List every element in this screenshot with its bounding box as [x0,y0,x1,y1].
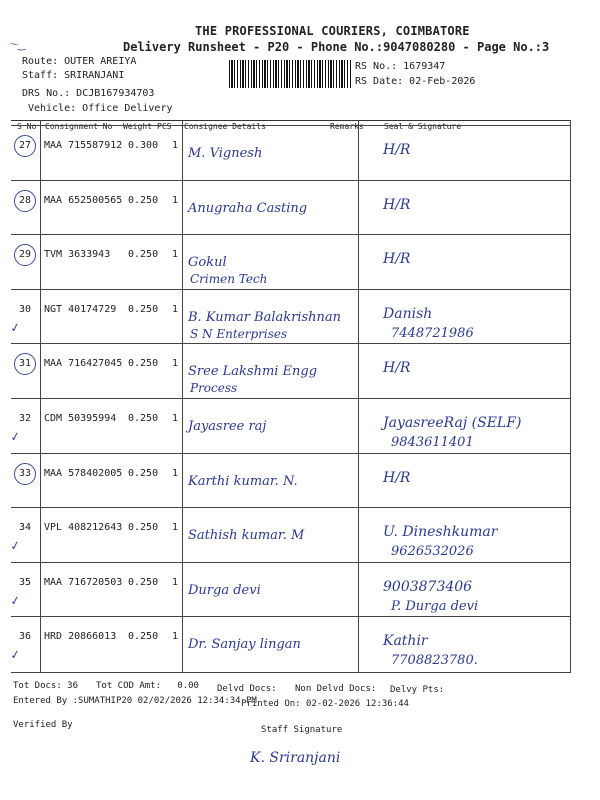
verified-by: Verified By [13,720,73,730]
non-delvd-docs: Non Delvd Docs: [295,684,377,694]
serial-number: 34 [19,522,32,534]
seal-signature: H/R [383,196,411,213]
consignee-name: Gokul [188,255,227,271]
consignment-number: NGT 40174729 [44,303,117,315]
table-row [11,562,571,619]
serial-number: 27 [19,140,32,151]
pcs-value: 1 [172,140,179,151]
seal-signature-detail: P. Durga devi [391,598,479,614]
rs-no-label: RS No.: 1679347 [355,61,446,72]
weight-value: 0.250 [128,194,159,206]
seal-signature: Danish [383,305,433,322]
serial-number: 35 [19,576,32,588]
seal-signature: H/R [383,251,411,268]
weight-value: 0.250 [128,467,159,479]
printed-on: Printed On: 02-02-2026 12:36:44 [241,699,409,709]
consignment-number: HRD 20866013 [44,631,117,643]
route-label: Route: OUTER AREIYA [22,56,137,67]
consignee-detail: S N Enterprises [190,326,288,341]
vehicle-label: Vehicle: Office Delivery [28,103,173,114]
table-row [11,289,571,346]
consignee-name: Sathish kumar. M [188,528,305,544]
pcs-value: 1 [172,467,179,479]
weight-value: 0.250 [128,631,159,643]
consignment-number: VPL 408212643 [44,522,123,534]
serial-number: 33 [19,467,32,479]
consignee-detail: Process [190,381,238,396]
consignee-name: Sree Lakshmi Engg [188,364,318,380]
consignment-number: TVM 3633943 [44,249,111,261]
consignment-number: MAA 716720503 [44,576,123,588]
check-mark-icon: ✓ [9,646,21,665]
table-row [11,453,571,510]
seal-signature: 9003873406 [383,578,473,595]
weight-value: 0.250 [128,576,159,588]
seal-signature: H/R [383,142,411,158]
serial-number: 36 [19,631,32,643]
weight-value: 0.250 [128,249,159,261]
col-header-weight: Weight [123,122,152,131]
consignee-name: B. Kumar Balakrishnan [188,309,342,325]
col-header-consignee: Consignee Details [184,122,266,131]
table-row [11,234,571,291]
weight-value: 0.250 [128,413,159,424]
tot-docs: Tot Docs: 36 [13,681,79,691]
pcs-value: 1 [172,522,179,534]
staff-signature-label: Staff Signature [261,725,343,735]
rs-date-label: RS Date: 02-Feb-2026 [355,76,476,87]
table-row [11,180,571,237]
weight-value: 0.300 [128,140,159,151]
consignee-name: Jayasree raj [188,419,267,434]
tot-cod-amt: Tot COD Amt: 0.00 [96,681,199,691]
check-mark-icon: ✓ [9,319,21,337]
pcs-value: 1 [172,303,179,315]
table-row [11,125,571,182]
entered-by: Entered By :SUMATHIP20 02/02/2026 12:34:34 PM [13,696,257,706]
consignee-name: Durga devi [188,582,261,598]
seal-signature-detail: 9843611401 [391,435,474,450]
seal-signature: H/R [383,360,411,377]
pcs-value: 1 [172,249,179,261]
consignee-name: Karthi kumar. N. [188,473,298,489]
col-header-consignment: Consignment No [45,122,113,131]
pcs-value: 1 [172,358,179,370]
serial-number: 30 [19,303,32,315]
barcode [229,60,351,88]
consignment-number: MAA 715587912 [44,140,123,151]
serial-number: 29 [19,249,32,261]
company-title: THE PROFESSIONAL COURIERS, COIMBATORE [195,24,470,38]
drs-label: DRS No.: DCJB167934703 [22,88,155,99]
pcs-value: 1 [172,194,179,206]
consignment-number: MAA 652500565 [44,194,123,206]
runsheet-subtitle: Delivery Runsheet - P20 - Phone No.:9047080280 - Page No.:3 [123,40,550,54]
staff-handwritten-signature: K. Sriranjani [250,750,341,766]
table-row [11,343,571,400]
table-bottom-rule [11,672,571,673]
consignment-number: MAA 578402005 [44,467,123,479]
check-mark-icon: ✓ [9,537,21,555]
serial-number: 28 [19,194,32,206]
pen-scribble: ～‿ [8,40,27,51]
consignee-name: Anugraha Casting [188,200,308,216]
seal-signature-detail: 7708823780. [391,653,478,669]
seal-signature: Kathir [383,633,428,650]
consignment-number: CDM 50395994 [44,413,117,424]
seal-signature-detail: 7448721986 [391,325,474,341]
delvd-docs: Delvd Docs: [217,684,277,694]
serial-number: 31 [19,358,32,370]
weight-value: 0.250 [128,522,159,534]
col-header-remarks: Remarks [330,122,364,131]
seal-signature: H/R [383,469,411,486]
consignee-name: M. Vignesh [188,146,263,161]
pcs-value: 1 [172,576,179,588]
weight-value: 0.250 [128,358,159,370]
delvy-pts: Delvy Pts: [390,685,445,695]
consignee-name: Dr. Sanjay lingan [188,637,301,653]
seal-signature: U. Dineshkumar [383,524,498,541]
seal-signature-detail: 9626532026 [391,544,474,560]
col-header-sno: S No [17,122,37,131]
weight-value: 0.250 [128,303,159,315]
pcs-value: 1 [172,413,179,424]
table-row [11,507,571,564]
consignment-number: MAA 716427045 [44,358,123,370]
seal-signature: JayasreeRaj (SELF) [383,415,522,431]
table-row [11,398,571,455]
pcs-value: 1 [172,631,179,643]
table-row [11,616,571,673]
col-header-pcs: PCS [157,122,172,131]
staff-label: Staff: SRIRANJANI [22,70,125,81]
serial-number: 32 [19,413,32,424]
check-mark-icon: ✓ [9,428,21,446]
check-mark-icon: ✓ [9,592,21,610]
consignee-detail: Crimen Tech [190,272,268,287]
col-header-signature: Seal & Signature [384,122,462,131]
